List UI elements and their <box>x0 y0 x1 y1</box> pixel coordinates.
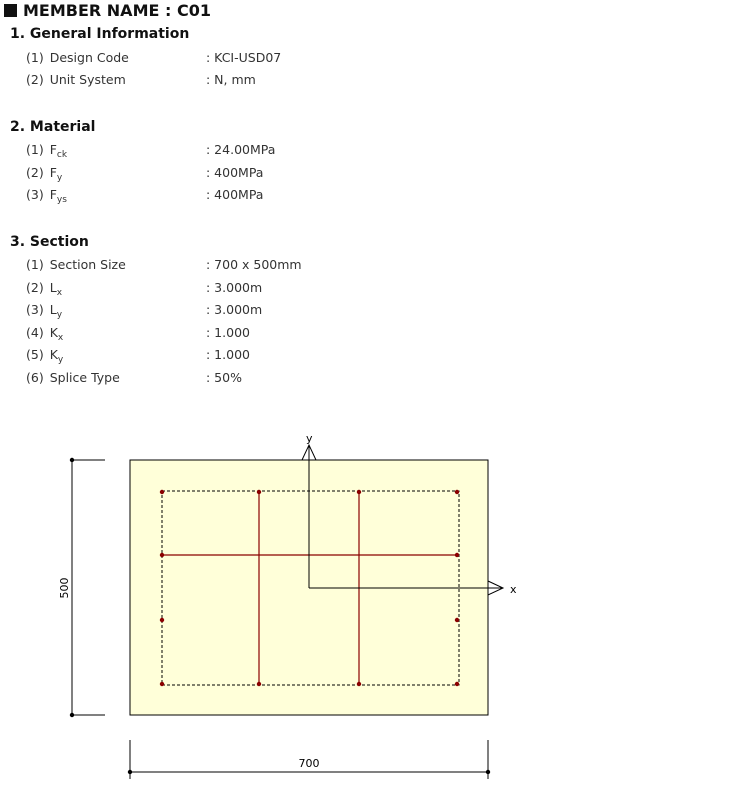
ky-value: : 1.000 <box>206 347 250 362</box>
design-code-value: : KCI-USD07 <box>206 50 282 65</box>
rebar <box>257 490 261 494</box>
fy-value: : 400MPa <box>206 165 264 180</box>
ly-value: : 3.000m <box>206 302 263 317</box>
unit-system-value: : N, mm <box>206 72 256 87</box>
row-label: Design Code <box>49 50 129 65</box>
row-label: $L_y$ <box>49 302 63 320</box>
row-number: (3) <box>26 302 44 317</box>
dim-tick-icon <box>486 770 490 774</box>
row-label: Unit System <box>49 72 126 87</box>
rebar <box>357 490 361 494</box>
rebar <box>455 682 459 686</box>
dim-tick-icon <box>128 770 132 774</box>
rebar <box>160 553 164 557</box>
section-heading-general: 1. General Information <box>10 26 190 42</box>
height-dim-label: 500 <box>58 577 71 599</box>
rebar <box>160 618 164 622</box>
row-label: $L_x$ <box>49 280 63 298</box>
y-axis-label: y <box>306 432 313 445</box>
rebar <box>160 682 164 686</box>
row-number: (1) <box>26 50 44 65</box>
row-label: Section Size <box>49 257 126 272</box>
row-number: (1) <box>26 142 44 157</box>
kx-value: : 1.000 <box>206 325 250 340</box>
rebar <box>257 682 261 686</box>
row-number: (4) <box>26 325 44 340</box>
x-axis-label: x <box>510 583 517 596</box>
lx-value: : 3.000m <box>206 280 263 295</box>
section-heading-section: 3. Section <box>10 234 89 250</box>
dim-tick-icon <box>70 713 74 717</box>
row-label: $K_y$ <box>49 347 64 365</box>
section-size-value: : 700 x 500mm <box>206 257 302 272</box>
splice-type-value: : 50% <box>206 370 242 385</box>
row-number: (6) <box>26 370 44 385</box>
width-dim-label: 700 <box>298 757 320 770</box>
rebar <box>455 490 459 494</box>
fck-value: : 24.00MPa <box>206 142 276 157</box>
rebar <box>455 618 459 622</box>
rebar <box>455 553 459 557</box>
row-label: $F_y$ <box>49 165 63 183</box>
row-number: (2) <box>26 280 44 295</box>
row-label: $K_x$ <box>49 325 64 343</box>
row-number: (5) <box>26 347 44 362</box>
row-label: Splice Type <box>49 370 120 385</box>
row-number: (2) <box>26 165 44 180</box>
row-label: $F_{ys}$ <box>49 187 67 205</box>
rebar <box>160 490 164 494</box>
row-label: $F_{ck}$ <box>49 142 68 160</box>
row-number: (1) <box>26 257 44 272</box>
member-title-text: MEMBER NAME : C01 <box>23 1 211 20</box>
fys-value: : 400MPa <box>206 187 264 202</box>
section-heading-material: 2. Material <box>10 119 96 135</box>
row-number: (3) <box>26 187 44 202</box>
dim-tick-icon <box>70 458 74 462</box>
row-number: (2) <box>26 72 44 87</box>
rebar <box>357 682 361 686</box>
